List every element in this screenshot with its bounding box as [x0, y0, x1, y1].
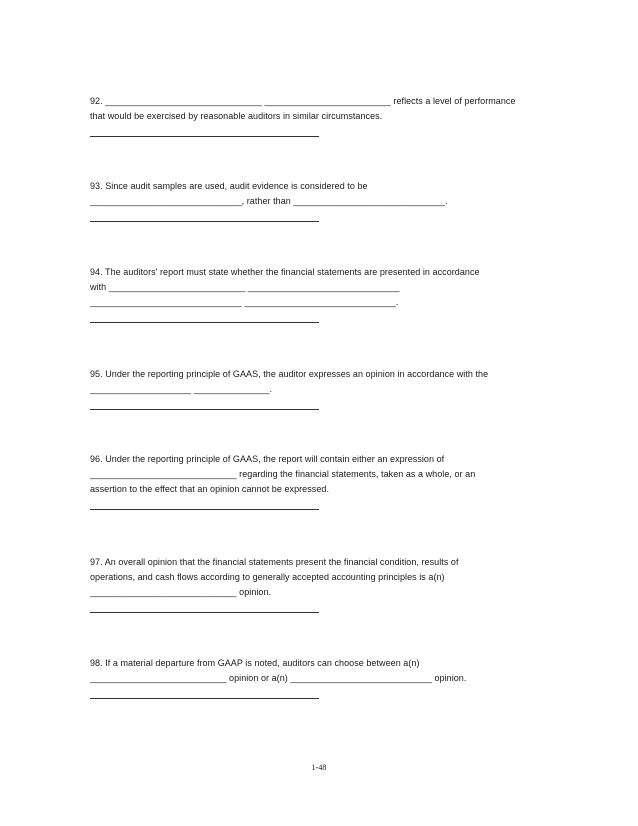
- question-text-line: 98. If a material departure from GAAP is noted, auditors can choose between a(n): [90, 658, 420, 668]
- question-text-line: operations, and cash flows according to generally accepted accounting principles is a(n): [90, 572, 445, 582]
- question-97: [90, 555, 570, 613]
- question-text-line: ______________________________, rather than ______________________________.: [90, 196, 448, 206]
- question-text-line: 92. _______________________________ _________________________ reflects a level of performance: [90, 96, 516, 106]
- answer-line: [90, 136, 319, 137]
- question-text-line: assertion to the effect that an opinion cannot be expressed.: [90, 484, 329, 494]
- question-text-line: 96. Under the reporting principle of GAAS, the report will contain either an expression of: [90, 454, 445, 464]
- question-text-line: with ___________________________ ______________________________: [90, 282, 400, 292]
- question-text-line: 94. The auditors' report must state whether the financial statements are presented in accordance: [90, 267, 480, 277]
- question-text-line: ____________________ _______________.: [90, 384, 273, 394]
- answer-line: [90, 509, 319, 510]
- answer-line: [90, 612, 319, 613]
- question-text-line: ___________________________ opinion or a(n) ____________________________ opinion.: [90, 673, 467, 683]
- question-text-line: _____________________________ regarding the financial statements, taken as a whole, or an: [90, 469, 476, 479]
- question-92: [90, 94, 570, 137]
- question-95: [90, 367, 570, 410]
- answer-line: [90, 221, 319, 222]
- answer-line: [90, 409, 319, 410]
- answer-line: [90, 698, 319, 699]
- question-text-line: 93. Since audit samples are used, audit evidence is considered to be: [90, 181, 368, 191]
- question-text-line: ______________________________ ______________________________.: [90, 297, 399, 307]
- question-text-line: 95. Under the reporting principle of GAAS, the auditor expresses an opinion in accordance with the: [90, 369, 489, 379]
- question-96: [90, 452, 570, 510]
- question-98: [90, 656, 570, 699]
- question-text-line: that would be exercised by reasonable auditors in similar circumstances.: [90, 111, 383, 121]
- question-text-line: _____________________________ opinion.: [90, 587, 272, 597]
- question-text-line: 97. An overall opinion that the financial statements present the financial condition, results of: [90, 557, 459, 567]
- question-94: [90, 265, 570, 323]
- answer-line: [90, 322, 319, 323]
- page-number: 1-48: [311, 763, 327, 772]
- question-93: [90, 179, 570, 222]
